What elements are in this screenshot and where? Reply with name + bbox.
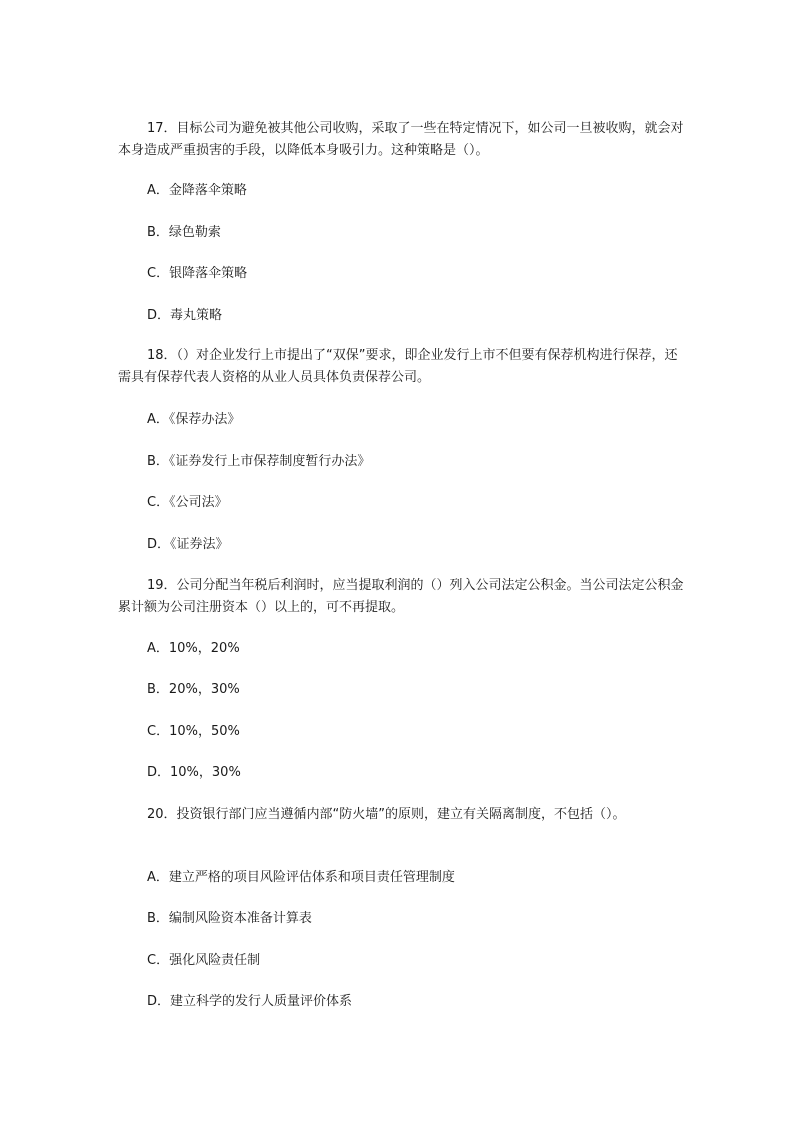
question-20-stem: 20．投资银行部门应当遵循内部“防火墙”的原则，建立有关隔离制度，不包括（）。 (147, 807, 626, 822)
question-20-option-d: D．建立科学的发行人质量评价体系 (147, 994, 353, 1009)
question-18-option-d: D．《证券法》 (147, 537, 229, 552)
question-17-option-c: C．银降落伞策略 (147, 266, 248, 281)
question-17-option-b: B．绿色勒索 (147, 225, 221, 240)
question-19-option-a: A．10%，20% (147, 641, 240, 656)
question-18-option-c: C．《公司法》 (147, 495, 228, 510)
question-19-option-d: D．10%，30% (147, 765, 241, 780)
question-20-option-b: B．编制风险资本准备计算表 (147, 911, 312, 926)
question-18-stem: 18．（）对企业发行上市提出了“双保”要求，即企业发行上市不但要有保荐机构进行保荐，还需具有保荐代表人资格的从业人员具体负责保荐公司。 (118, 348, 678, 385)
question-18-option-b: B．《证券发行上市保荐制度暂行办法》 (147, 454, 371, 469)
question-19-stem: 19．公司分配当年税后利润时，应当提取利润的（）列入公司法定公积金。当公司法定公积金累计额为公司注册资本（）以上的，可不再提取。 (118, 578, 684, 615)
question-17-stem: 17．目标公司为避免被其他公司收购，采取了一些在特定情况下，如公司一旦被收购，就会对本身造成严重损害的手段，以降低本身吸引力。这种策略是（）。 (118, 121, 684, 158)
question-17-option-a: A．金降落伞策略 (147, 183, 247, 198)
question-19-option-c: C．10%，50% (147, 724, 240, 739)
question-18-option-a: A．《保荐办法》 (147, 412, 241, 427)
question-20-option-c: C．强化风险责任制 (147, 953, 261, 968)
question-19-option-b: B．20%，30% (147, 682, 240, 697)
question-17-option-d: D．毒丸策略 (147, 308, 223, 323)
question-20-option-a: A．建立严格的项目风险评估体系和项目责任管理制度 (147, 870, 455, 885)
